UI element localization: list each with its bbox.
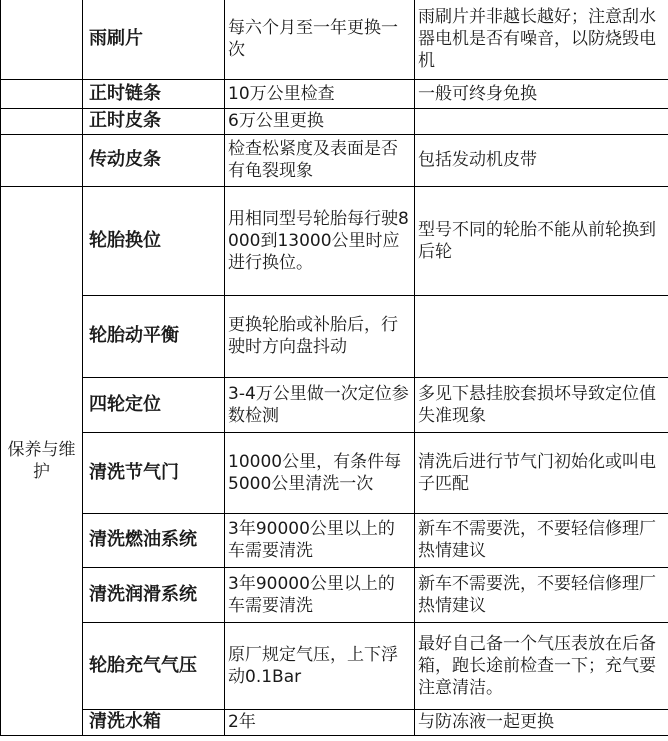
interval-cell: 原厂规定气压，上下浮动0.1Bar: [225, 622, 415, 709]
interval-cell: 用相同型号轮胎每行驶8000到13000公里时应进行换位。: [225, 186, 415, 295]
table-row: [1, 709, 668, 735]
note-cell: [415, 295, 668, 377]
table-row: [1, 513, 668, 567]
item-name: 轮胎换位: [83, 186, 225, 295]
note-cell: 一般可终身免换: [415, 79, 668, 108]
item-name: 清洗润滑系统: [83, 567, 225, 622]
item-name: 雨刷片: [83, 0, 225, 79]
item-name: 传动皮条: [83, 134, 225, 186]
interval-cell: 更换轮胎或补胎后，行驶时方向盘抖动: [225, 295, 415, 377]
interval-cell: 10000公里，有条件每5000公里清洗一次: [225, 432, 415, 513]
note-cell: 新车不需要洗，不要轻信修理厂热情建议: [415, 513, 668, 567]
item-name: 清洗水箱: [83, 709, 225, 735]
interval-cell: 每六个月至一年更换一次: [225, 0, 415, 79]
interval-cell: 3年90000公里以上的车需要清洗: [225, 567, 415, 622]
interval-cell: 3-4万公里做一次定位参数检测: [225, 377, 415, 432]
table-row: [1, 377, 668, 432]
interval-cell: 10万公里检查: [225, 79, 415, 108]
table-row: [1, 186, 668, 295]
item-name: 清洗燃油系统: [83, 513, 225, 567]
item-name: 轮胎充气气压: [83, 622, 225, 709]
interval-cell: 检查松紧度及表面是否有龟裂现象: [225, 134, 415, 186]
item-name: 正时链条: [83, 79, 225, 108]
blank-cell: [1, 79, 83, 108]
table-row: [1, 79, 668, 108]
note-cell: 最好自己备一个气压表放在后备箱，跑长途前检查一下；充气要注意清洁。: [415, 622, 668, 709]
note-cell: 多见下悬挂胶套损坏导致定位值失准现象: [415, 377, 668, 432]
item-name: 清洗节气门: [83, 432, 225, 513]
table-row: [1, 0, 668, 79]
note-cell: 包括发动机皮带: [415, 134, 668, 186]
note-cell: 新车不需要洗，不要轻信修理厂热情建议: [415, 567, 668, 622]
blank-cell: [1, 134, 83, 186]
item-name: 四轮定位: [83, 377, 225, 432]
blank-cell: [1, 108, 83, 134]
interval-cell: 2年: [225, 709, 415, 735]
item-name: 轮胎动平衡: [83, 295, 225, 377]
table-row: [1, 134, 668, 186]
table-row: [1, 108, 668, 134]
note-cell: 型号不同的轮胎不能从前轮换到后轮: [415, 186, 668, 295]
section-label: 保养与维护: [1, 186, 83, 735]
note-cell: 清洗后进行节气门初始化或叫电子匹配: [415, 432, 668, 513]
table-row: [1, 295, 668, 377]
table-row: [1, 622, 668, 709]
table-row: [1, 432, 668, 513]
note-cell: 与防冻液一起更换: [415, 709, 668, 735]
interval-cell: 3年90000公里以上的车需要清洗: [225, 513, 415, 567]
note-cell: 雨刷片并非越长越好；注意刮水器电机是否有噪音，以防烧毁电机: [415, 0, 668, 79]
note-cell: [415, 108, 668, 134]
interval-cell: 6万公里更换: [225, 108, 415, 134]
item-name: 正时皮条: [83, 108, 225, 134]
blank-cell: [1, 0, 83, 79]
table-row: [1, 567, 668, 622]
